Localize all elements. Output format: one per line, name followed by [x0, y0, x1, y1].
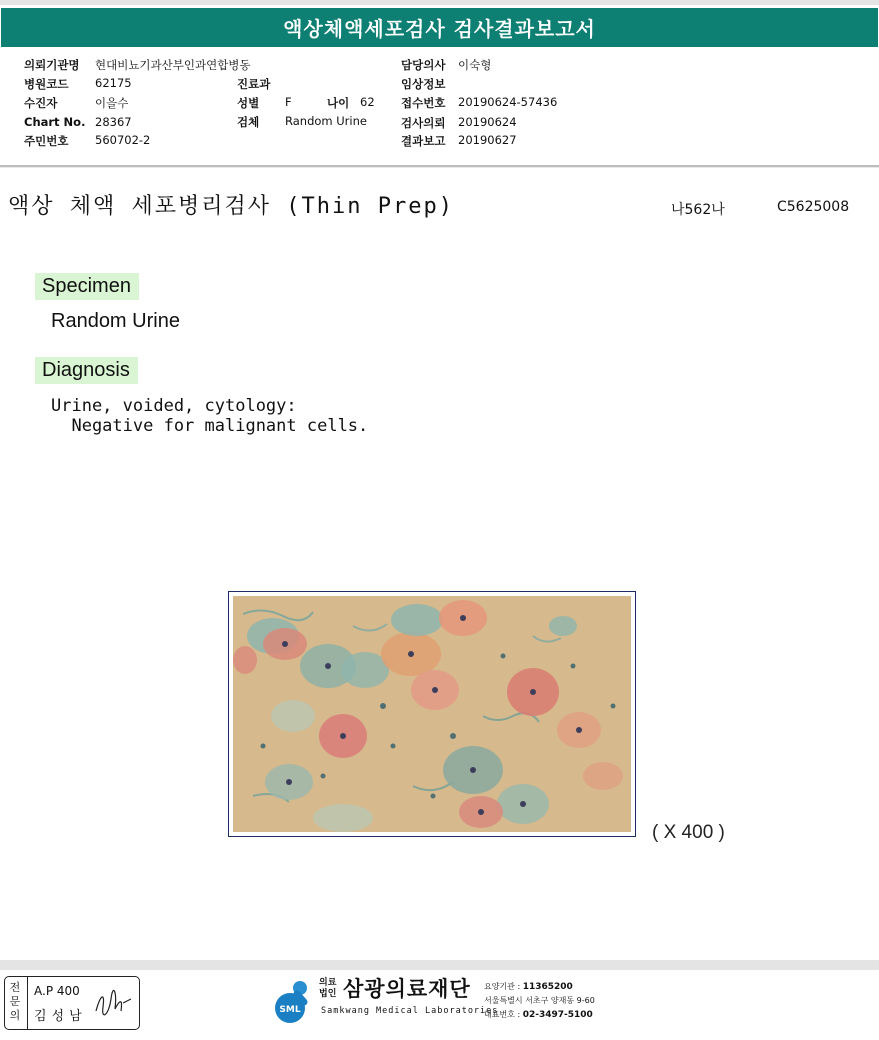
- request-date-label: 검사의뢰: [401, 116, 446, 130]
- hospital-value: 현대비뇨기과산부인과연합병동: [95, 58, 251, 72]
- header-divider-shadow: [0, 167, 879, 168]
- org-english-name: Samkwang Medical Laboratories: [321, 1006, 499, 1016]
- sex-value: F: [285, 95, 292, 109]
- hospital-code-label: 병원코드: [24, 77, 69, 91]
- top-border: [0, 0, 879, 5]
- magnification-label: ( X 400 ): [652, 822, 725, 843]
- handwritten-signature: [93, 989, 133, 1019]
- contact-block: [484, 980, 595, 1022]
- sml-logo-text: SML: [279, 1005, 301, 1015]
- specialist-label: 전 문 의: [9, 981, 21, 1022]
- doctor-value: 이숙형: [458, 58, 492, 72]
- specimen-type-value: Random Urine: [285, 114, 367, 128]
- phone-value: 02-3497-5100: [522, 1010, 593, 1020]
- phone-label: 대표번호 :: [484, 1010, 523, 1019]
- signature-divider: [27, 977, 28, 1029]
- diagnosis-line-2: Negative for malignant cells.: [51, 416, 369, 436]
- pathologist-name: 김성남: [34, 1009, 87, 1024]
- org-name: 삼광의료재단: [343, 977, 471, 1001]
- specimen-type-label: 검체: [237, 115, 260, 129]
- patient-label: 수진자: [24, 96, 58, 110]
- signature-box: [4, 976, 140, 1030]
- hospital-code-value: 62175: [95, 76, 132, 90]
- org-legal-type: 의료법인: [319, 978, 337, 999]
- receipt-number-value: 20190624-57436: [458, 95, 558, 109]
- test-name: 액상 체액 세포병리검사 (Thin Prep): [8, 194, 454, 219]
- patient-value: 이을수: [95, 96, 129, 110]
- sex-label: 성별: [237, 96, 260, 110]
- micrograph-image: [233, 596, 631, 832]
- age-label: 나이: [327, 96, 350, 110]
- resident-number-label: 주민번호: [24, 134, 69, 148]
- age-value: 62: [360, 95, 375, 109]
- request-date-value: 20190624: [458, 115, 517, 129]
- ap-number: A.P 400: [34, 984, 80, 998]
- address: 서울특별시 서초구 양재동 9-60: [484, 996, 595, 1005]
- doctor-label: 담당의사: [401, 58, 446, 72]
- report-date-label: 결과보고: [401, 134, 446, 148]
- test-code: 나562나: [671, 202, 725, 218]
- chart-number-value: 28367: [95, 115, 132, 129]
- patient-info-block: [0, 48, 879, 164]
- report-date-value: 20190627: [458, 133, 517, 147]
- report-title: 액상체액세포검사 검사결과보고서: [1, 8, 878, 47]
- test-code-secondary: C5625008: [777, 199, 850, 215]
- resident-number-value: 560702-2: [95, 133, 151, 147]
- specimen-heading: Specimen: [35, 273, 139, 300]
- footer-divider: [0, 960, 879, 970]
- cytology-micrograph: [228, 591, 636, 837]
- institution-code-value: 11365200: [522, 982, 573, 992]
- institution-code-label: 요양기관 :: [484, 982, 523, 991]
- hospital-label: 의뢰기관명: [24, 58, 80, 72]
- receipt-number-label: 접수번호: [401, 96, 446, 110]
- specimen-value: Random Urine: [51, 310, 180, 332]
- diagnosis-line-1: Urine, voided, cytology:: [51, 396, 297, 416]
- chart-number-label: Chart No.: [24, 115, 86, 129]
- diagnosis-heading: Diagnosis: [35, 357, 138, 384]
- diagnosis-text: [51, 396, 368, 436]
- department-label: 진료과: [237, 77, 271, 91]
- clinical-info-label: 임상정보: [401, 77, 446, 91]
